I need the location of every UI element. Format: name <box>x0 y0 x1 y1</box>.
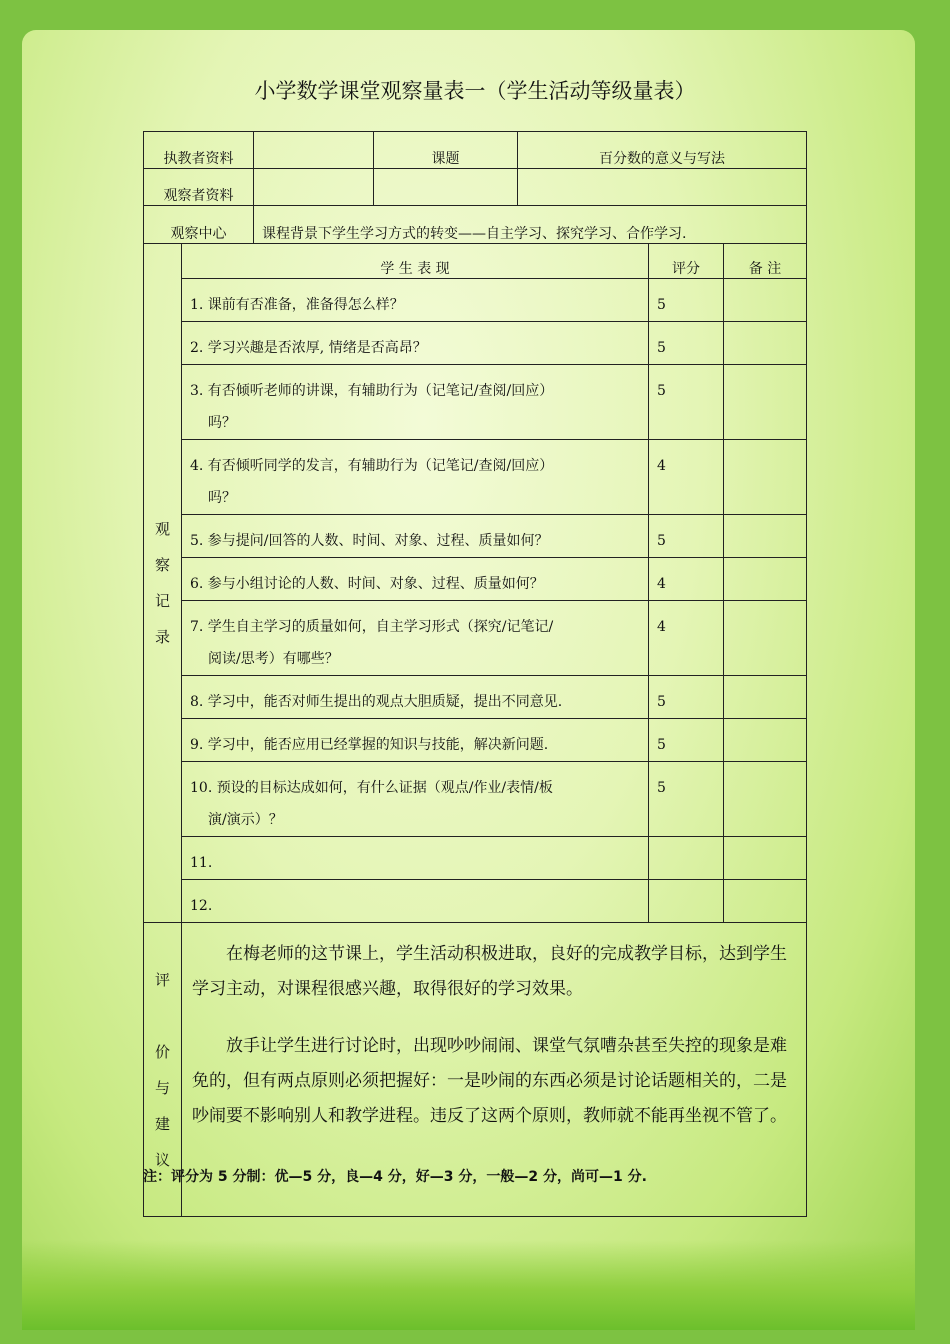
table-row <box>144 279 807 322</box>
item-text: 4. 有否倾听同学的发言，有辅助行为（记笔记/查阅/回应） 吗？ <box>182 440 649 515</box>
table-row <box>144 515 807 558</box>
topic-label: 课题 <box>374 132 518 169</box>
item-text: 2. 学习兴趣是否浓厚, 情绪是否高昂？ <box>182 322 649 365</box>
scoring-note: 注：评分为 5 分制：优—5 分，良—4 分，好—3 分，一般—2 分，尚可—1 分. <box>143 1169 647 1185</box>
table-row <box>144 322 807 365</box>
focus-row <box>144 206 807 244</box>
table-row <box>144 880 807 923</box>
grass-decoration <box>22 1240 915 1330</box>
evaluation-paragraph-2: 放手让学生进行讨论时，出现吵吵闹闹、课堂气氛嘈杂甚至失控的现象是难免的，但有两点原则必须把握好：一是吵闹的东西必须是讨论话题相关的，二是吵闹要不影响别人和教学进程。违反了这两个原则，教师就不能再坐视不管了。 <box>192 1036 787 1126</box>
evaluation-side-label: 评 价 与 建 议 <box>144 923 182 1217</box>
item-text: 11. <box>182 837 649 880</box>
observer-blank-2 <box>518 169 807 206</box>
evaluation-paragraph-1: 在梅老师的这节课上，学生活动积极进取，良好的完成教学目标，达到学生学习主动，对课程很感兴趣，取得很好的学习效果。 <box>192 944 787 999</box>
item-score: 5 <box>649 365 724 440</box>
table-row <box>144 440 807 515</box>
item-text: 9. 学习中，能否应用已经掌握的知识与技能，解决新问题. <box>182 719 649 762</box>
item-score <box>649 880 724 923</box>
item-text: 8. 学习中，能否对师生提出的观点大胆质疑，提出不同意见. <box>182 676 649 719</box>
item-score: 5 <box>649 762 724 837</box>
table-row <box>144 558 807 601</box>
item-remarks <box>724 837 807 880</box>
topic-value: 百分数的意义与写法 <box>518 132 807 169</box>
item-remarks <box>724 279 807 322</box>
item-score <box>649 837 724 880</box>
observation-table <box>143 131 807 1217</box>
observer-blank-1 <box>374 169 518 206</box>
item-score: 5 <box>649 676 724 719</box>
item-remarks <box>724 762 807 837</box>
item-remarks <box>724 601 807 676</box>
teacher-info-label: 执教者资料 <box>144 132 254 169</box>
item-remarks <box>724 676 807 719</box>
col-performance-header: 学 生 表 现 <box>182 244 649 279</box>
record-header-row <box>144 244 807 279</box>
observer-info-label: 观察者资料 <box>144 169 254 206</box>
table-row <box>144 601 807 676</box>
item-remarks <box>724 558 807 601</box>
table-row <box>144 365 807 440</box>
table-row <box>144 676 807 719</box>
item-score: 4 <box>649 601 724 676</box>
teacher-info-value <box>254 132 374 169</box>
observer-info-value <box>254 169 374 206</box>
item-remarks <box>724 322 807 365</box>
teacher-info-row <box>144 132 807 169</box>
record-side-label: 观 察 记 录 <box>144 244 182 923</box>
table-row <box>144 837 807 880</box>
focus-label: 观察中心 <box>144 206 254 244</box>
focus-value: 课程背景下学生学习方式的转变——自主学习、探究学习、合作学习. <box>254 206 807 244</box>
item-remarks <box>724 719 807 762</box>
item-text: 5. 参与提问/回答的人数、时间、对象、过程、质量如何？ <box>182 515 649 558</box>
item-score: 4 <box>649 440 724 515</box>
item-text: 3. 有否倾听老师的讲课，有辅助行为（记笔记/查阅/回应） 吗？ <box>182 365 649 440</box>
observer-info-row <box>144 169 807 206</box>
col-remarks-header: 备 注 <box>724 244 807 279</box>
item-score: 5 <box>649 279 724 322</box>
col-score-header: 评分 <box>649 244 724 279</box>
item-score: 5 <box>649 322 724 365</box>
item-remarks <box>724 365 807 440</box>
page-title: 小学数学课堂观察量表一（学生活动等级量表） <box>254 79 696 103</box>
item-score: 5 <box>649 719 724 762</box>
item-remarks <box>724 440 807 515</box>
table-row <box>144 762 807 837</box>
item-text: 12. <box>182 880 649 923</box>
table-row <box>144 719 807 762</box>
item-remarks <box>724 515 807 558</box>
item-score: 5 <box>649 515 724 558</box>
item-text: 6. 参与小组讨论的人数、时间、对象、过程、质量如何？ <box>182 558 649 601</box>
item-score: 4 <box>649 558 724 601</box>
item-text: 7. 学生自主学习的质量如何，自主学习形式（探究/记笔记/ 阅读/思考）有哪些？ <box>182 601 649 676</box>
item-text: 1. 课前有否准备，准备得怎么样？ <box>182 279 649 322</box>
item-text: 10. 预设的目标达成如何，有什么证据（观点/作业/表情/板 演/演示）？ <box>182 762 649 837</box>
item-remarks <box>724 880 807 923</box>
